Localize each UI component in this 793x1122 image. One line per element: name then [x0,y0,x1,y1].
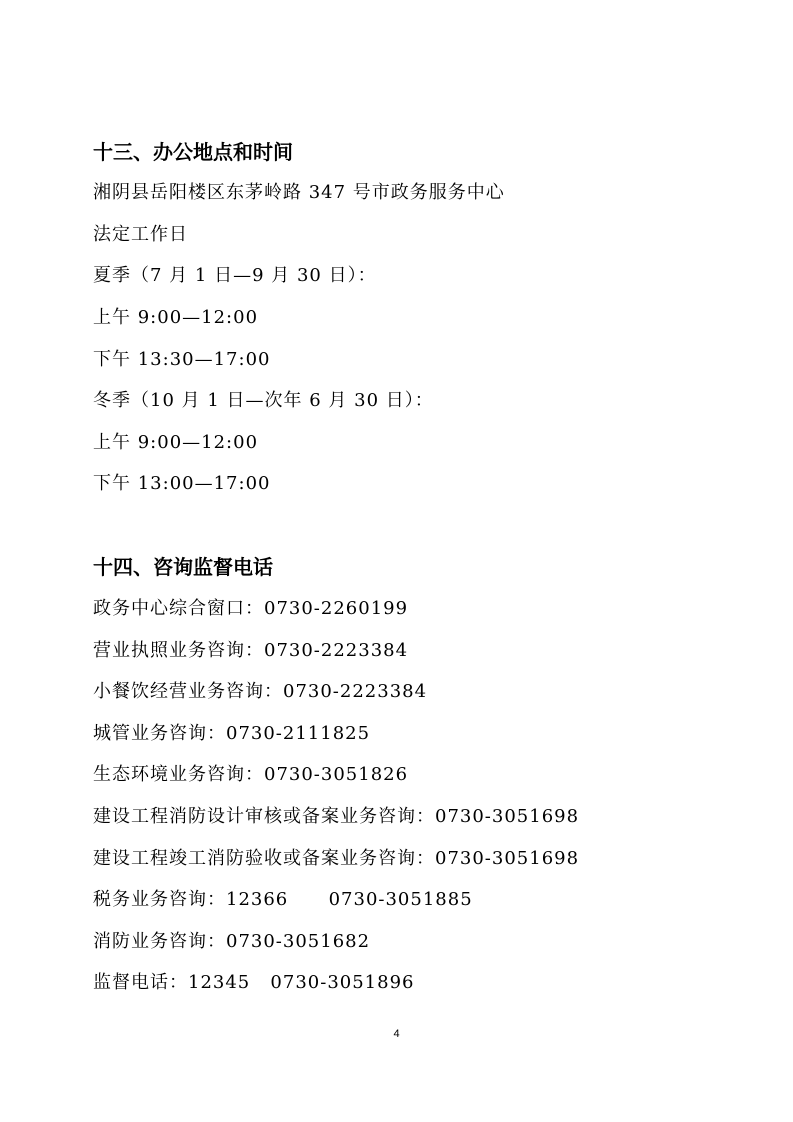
office-address: 湘阴县岳阳楼区东茅岭路 347 号市政务服务中心 [93,182,505,203]
page-number: 4 [393,1028,400,1040]
section-14-heading: 十四、咨询监督电话 [93,555,273,579]
phone-urban-management: 城管业务咨询：0730-2111825 [93,723,371,744]
phone-tax: 税务业务咨询：12366 0730-3051885 [93,889,473,910]
workday-label: 法定工作日 [93,224,188,245]
winter-morning-hours: 上午 9:00—12:00 [93,432,259,453]
phone-small-catering: 小餐饮经营业务咨询：0730-2223384 [93,681,428,702]
phone-fire-acceptance: 建设工程竣工消防验收或备案业务咨询：0730-3051698 [93,848,580,869]
winter-season: 冬季（10 月 1 日—次年 6 月 30 日）： [93,390,434,411]
summer-season: 夏季（7 月 1 日—9 月 30 日）： [93,265,377,286]
phone-fire-design-review: 建设工程消防设计审核或备案业务咨询：0730-3051698 [93,806,580,827]
phone-environment: 生态环境业务咨询：0730-3051826 [93,764,409,785]
phone-fire-service: 消防业务咨询：0730-3051682 [93,931,371,952]
summer-morning-hours: 上午 9:00—12:00 [93,307,259,328]
phone-business-license: 营业执照业务咨询：0730-2223384 [93,640,409,661]
winter-afternoon-hours: 下午 13:00—17:00 [93,473,271,494]
summer-afternoon-hours: 下午 13:30—17:00 [93,349,271,370]
section-13-heading: 十三、办公地点和时间 [93,140,293,164]
phone-supervision: 监督电话：12345 0730-3051896 [93,972,415,993]
phone-service-center: 政务中心综合窗口：0730-2260199 [93,598,409,619]
